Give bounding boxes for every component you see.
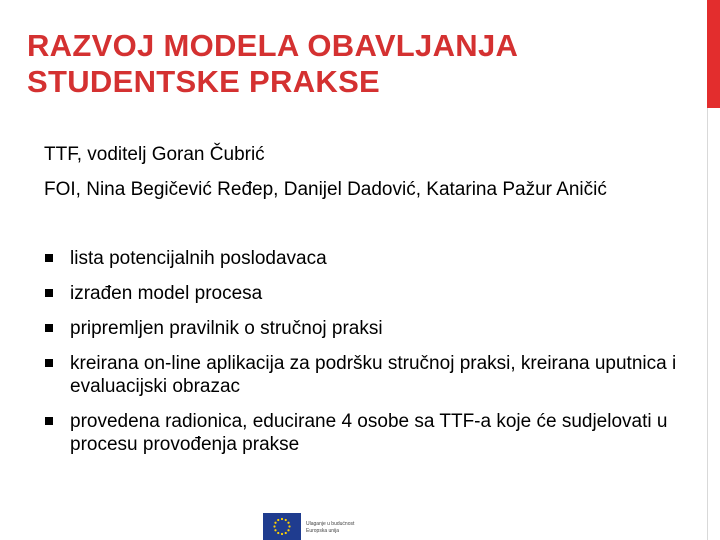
bullet-text: pripremljen pravilnik o stručnoj praksi xyxy=(70,318,383,339)
eu-logo-line: Europska unija xyxy=(306,528,340,534)
title-line: STUDENTSKE PRAKSE xyxy=(27,64,381,99)
square-bullet-icon xyxy=(45,254,53,262)
accent-bar xyxy=(707,0,720,108)
bullet-text: provedena radionica, educirane 4 osobe sa TTF-a koje će sudjelovati u procesu provođenja prakse xyxy=(70,411,668,455)
title-line: RAZVOJ MODELA OBAVLJANJA xyxy=(27,28,519,63)
eu-logo xyxy=(263,513,373,540)
bullet-list xyxy=(44,247,694,468)
bullet-item xyxy=(44,282,694,305)
eu-logo-text xyxy=(306,521,374,535)
eu-flag-icon xyxy=(263,513,301,540)
accent-rule xyxy=(707,108,708,540)
square-bullet-icon xyxy=(45,417,53,425)
bullet-text: lista potencijalnih poslodavaca xyxy=(70,248,327,269)
square-bullet-icon xyxy=(45,359,53,367)
bullet-item xyxy=(44,247,694,270)
square-bullet-icon xyxy=(45,324,53,332)
bullet-item xyxy=(44,410,694,456)
intro-line-foi: FOI, Nina Begičević Ređep, Danijel Dadović, Katarina Pažur Aničić xyxy=(44,179,607,200)
slide-title xyxy=(27,28,687,100)
eu-logo-line: Ulaganje u budućnost xyxy=(306,521,355,527)
bullet-item xyxy=(44,352,694,398)
square-bullet-icon xyxy=(45,289,53,297)
bullet-item xyxy=(44,317,694,340)
intro-block xyxy=(44,143,694,201)
intro-line-ttf: TTF, voditelj Goran Čubrić xyxy=(44,144,265,165)
bullet-text: kreirana on-line aplikacija za podršku stručnoj praksi, kreirana uputnica i evaluacijski obrazac xyxy=(70,353,677,397)
bullet-text: izrađen model procesa xyxy=(70,283,263,304)
